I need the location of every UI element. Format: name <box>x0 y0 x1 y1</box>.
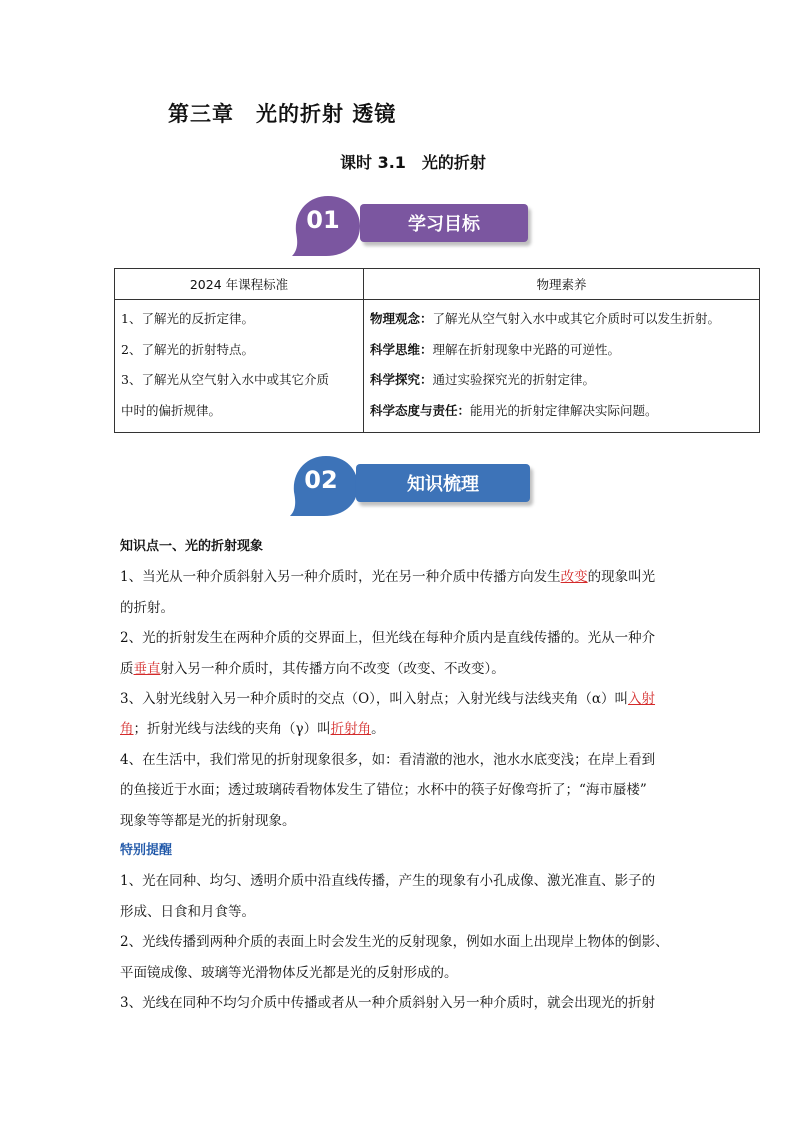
paragraph-4 <box>120 745 700 836</box>
paragraph-1 <box>120 562 700 623</box>
literacy-key: 物理观念： <box>370 311 433 326</box>
text-run: 1、光在同种、均匀、透明介质中沿直线传播，产生的现象有小孔成像、激光准直、影子的 <box>120 873 656 890</box>
literacy-row <box>370 335 753 366</box>
lesson-title: 课时 3.1 光的折射 <box>340 153 486 172</box>
fill-answer: 改变 <box>560 569 588 586</box>
literacy-key: 科学探究： <box>370 372 433 387</box>
fill-answer: 角 <box>120 721 134 738</box>
note-2 <box>120 927 700 988</box>
text-run: 3、入射光线射入另一种介质时的交点（O），叫入射点；入射光线与法线夹角（α）叫 <box>120 691 629 708</box>
section-label: 知识梳理 <box>356 464 530 502</box>
text-run: 2、光的折射发生在两种介质的交界面上，但光线在每种介质内是直线传播的。光从一种介 <box>120 630 656 647</box>
literacy-text: 通过实验探究光的折射定律。 <box>432 372 596 387</box>
fill-answer: 入射 <box>628 691 656 708</box>
knowledge-content <box>120 532 700 1019</box>
text-run: 射入另一种介质时，其传播方向不改变（改变、不改变）。 <box>160 660 505 677</box>
section-label: 学习目标 <box>360 204 528 242</box>
section-number: 02 <box>304 466 338 494</box>
text-run: 2、光线传播到两种介质的表面上时会发生光的反射现象，例如水面上出现岸上物体的倒影、 <box>120 934 669 951</box>
text-run: 现象等等都是光的折射现象。 <box>120 812 296 829</box>
text-run: 平面镜成像、玻璃等光滑物体反光都是光的反射形成的。 <box>120 964 458 981</box>
chapter-title: 第三章 光的折射 透镜 <box>168 102 397 126</box>
paragraph-3 <box>120 684 700 745</box>
text-run: 1、当光从一种介质斜射入另一种介质时，光在另一种介质中传播方向发生 <box>120 569 561 586</box>
text-run: 的鱼接近于水面；透过玻璃砖看物体发生了错位；水杯中的筷子好像弯折了；“海市蜃楼” <box>120 782 647 799</box>
literacy-row <box>370 396 753 427</box>
standard-line: 2、了解光的折射特点。 <box>121 341 254 357</box>
literacy-key: 科学思维： <box>370 341 433 357</box>
note-1 <box>120 866 700 927</box>
goals-table <box>114 268 760 433</box>
col-header-literacy: 物理素养 <box>364 269 760 300</box>
text-run: 的折射。 <box>120 599 174 616</box>
section-number: 01 <box>306 206 340 234</box>
section-badge-learning-goals <box>288 192 548 262</box>
standard-line: 3、了解光从空气射入水中或其它介质 <box>121 372 329 387</box>
text-run: ；折射光线与法线的夹角（γ）叫 <box>133 721 331 738</box>
literacy-row <box>370 304 753 335</box>
text-run: 质 <box>120 660 134 677</box>
note-3 <box>120 988 700 1018</box>
text-run: 形成、日食和月食等。 <box>120 903 255 920</box>
literacy-row <box>370 365 753 396</box>
fill-answer: 垂直 <box>133 660 161 677</box>
standard-line: 中时的偏折规律。 <box>121 402 222 418</box>
standard-cell <box>115 300 364 433</box>
literacy-text: 能用光的折射定律解决实际问题。 <box>470 402 658 418</box>
standard-line: 1、了解光的反折定律。 <box>121 311 254 326</box>
literacy-text: 理解在折射现象中光路的可逆性。 <box>432 341 621 357</box>
knowledge-heading: 知识点一、光的折射现象 <box>120 539 264 554</box>
fill-answer: 折射角 <box>330 721 372 738</box>
literacy-cell <box>364 300 760 433</box>
col-header-standard: 2024 年课程标准 <box>115 269 364 300</box>
literacy-text: 了解光从空气射入水中或其它介质时可以发生折射。 <box>432 311 721 326</box>
literacy-key: 科学态度与责任： <box>370 402 471 418</box>
text-run: 3、光线在同种不均匀介质中传播或者从一种介质斜射入另一种介质时，就会出现光的折射 <box>120 995 656 1012</box>
text-run: 4、在生活中，我们常见的折射现象很多，如：看清澈的池水，池水水底变浅；在岸上看到 <box>120 751 656 768</box>
section-badge-knowledge-review <box>286 452 546 522</box>
text-run: 的现象叫光 <box>587 569 656 586</box>
text-run: 。 <box>371 721 385 738</box>
paragraph-2 <box>120 623 700 684</box>
note-heading: 特别提醒 <box>120 843 173 859</box>
